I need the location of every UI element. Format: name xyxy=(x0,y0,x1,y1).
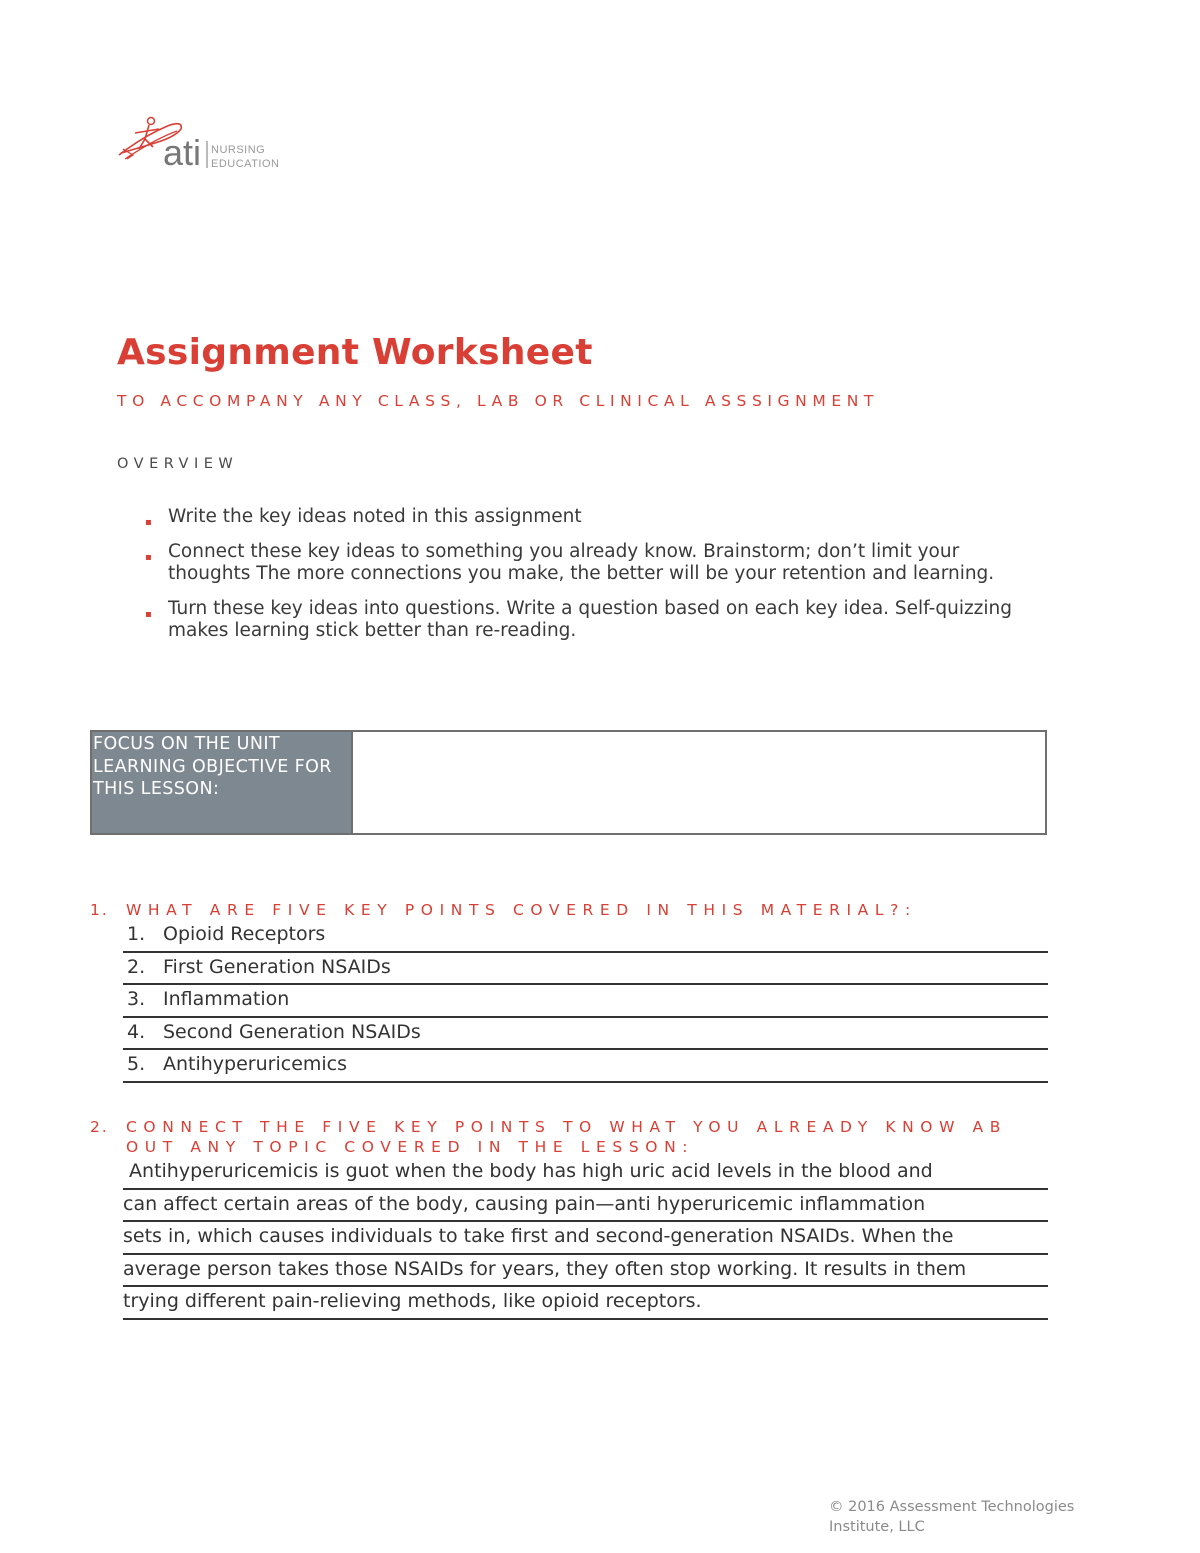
bullet-text: Write the key ideas noted in this assignment xyxy=(168,506,582,527)
overview-bullet xyxy=(145,506,1045,528)
key-point-number: 3. xyxy=(127,988,146,1010)
key-point-number: 1. xyxy=(127,923,146,945)
svg-text:EDUCATION: EDUCATION xyxy=(211,158,280,170)
answer-line-text: can affect certain areas of the body, causing pain—anti hyperuricemic inflammation xyxy=(123,1192,926,1215)
bullet-icon: ▪ xyxy=(145,517,152,528)
answer-line[interactable] xyxy=(123,1190,1048,1223)
answer-line[interactable] xyxy=(123,1287,1048,1320)
page-subtitle: TO ACCOMPANY ANY CLASS, LAB OR CLINICAL ASSSIGNMENT xyxy=(117,392,879,410)
svg-text:ati: ati xyxy=(163,132,202,173)
bullet-text: Turn these key ideas into questions. Write a question based on each key idea. Self-quizzing makes learning stick better than re-reading. xyxy=(168,598,1012,641)
focus-objective-label: FOCUS ON THE UNIT LEARNING OBJECTIVE FOR THIS LESSON: xyxy=(92,732,353,833)
bullet-icon: ▪ xyxy=(145,609,152,620)
focus-objective-field[interactable] xyxy=(353,732,1045,833)
key-point-text: Second Generation NSAIDs xyxy=(163,1020,421,1043)
copyright-footer: © 2016 Assessment Technologies xyxy=(829,1499,1075,1515)
bullet-text: Connect these key ideas to something you already know. Brainstorm; don’t limit your thoughts The more connections you make, the better will be your retention and learning. xyxy=(168,541,995,584)
key-point-text: First Generation NSAIDs xyxy=(163,955,391,978)
ati-logo-mark xyxy=(115,115,300,175)
question-2-text-line-2: OUT ANY TOPIC COVERED IN THE LESSON: xyxy=(126,1138,695,1156)
focus-objective-box xyxy=(90,730,1047,835)
question-2-number: 2. xyxy=(90,1118,109,1136)
key-point-row[interactable] xyxy=(123,953,1048,986)
key-point-row[interactable] xyxy=(123,920,1048,953)
overview-heading: OVERVIEW xyxy=(117,456,239,472)
answer-line-text: Antihyperuricemicis is guot when the body has high uric acid levels in the blood and xyxy=(123,1160,933,1182)
answer-line[interactable] xyxy=(123,1255,1048,1288)
question-1-heading xyxy=(90,900,917,920)
ati-logo xyxy=(115,115,300,175)
key-point-number: 5. xyxy=(127,1053,146,1075)
overview-bullet xyxy=(145,598,1045,642)
key-point-text: Opioid Receptors xyxy=(163,923,326,945)
question-2-heading xyxy=(90,1117,1007,1157)
bullet-icon: ▪ xyxy=(145,552,152,563)
overview-bullet-list xyxy=(145,506,1045,655)
answer-lines xyxy=(123,1157,1048,1320)
question-1-number: 1. xyxy=(90,901,109,919)
key-point-text: Inflammation xyxy=(163,988,290,1010)
key-point-row[interactable] xyxy=(123,1018,1048,1051)
question-1-text: WHAT ARE FIVE KEY POINTS COVERED IN THIS MATERIAL?: xyxy=(126,901,917,919)
key-point-row[interactable] xyxy=(123,985,1048,1018)
answer-line-text: average person takes those NSAIDs for years, they often stop working. It results in them xyxy=(123,1257,967,1280)
answer-line[interactable] xyxy=(123,1157,1048,1190)
key-point-number: 2. xyxy=(127,955,146,978)
key-point-row[interactable] xyxy=(123,1050,1048,1083)
key-points-list xyxy=(123,920,1048,1083)
copyright-footer-cut: Institute, LLC xyxy=(829,1519,925,1535)
answer-line[interactable] xyxy=(123,1222,1048,1255)
page-title: Assignment Worksheet xyxy=(117,332,593,373)
answer-line-text: sets in, which causes individuals to take first and second-generation NSAIDs. When the xyxy=(123,1225,954,1247)
answer-line-text: trying different pain-relieving methods, like opioid receptors. xyxy=(123,1290,702,1312)
key-point-text: Antihyperuricemics xyxy=(163,1053,348,1075)
overview-bullet xyxy=(145,541,1045,585)
question-2-text-line-1: CONNECT THE FIVE KEY POINTS TO WHAT YOU ALREADY KNOW AB xyxy=(126,1118,1007,1136)
key-point-number: 4. xyxy=(127,1020,146,1043)
svg-text:NURSING: NURSING xyxy=(211,144,266,156)
